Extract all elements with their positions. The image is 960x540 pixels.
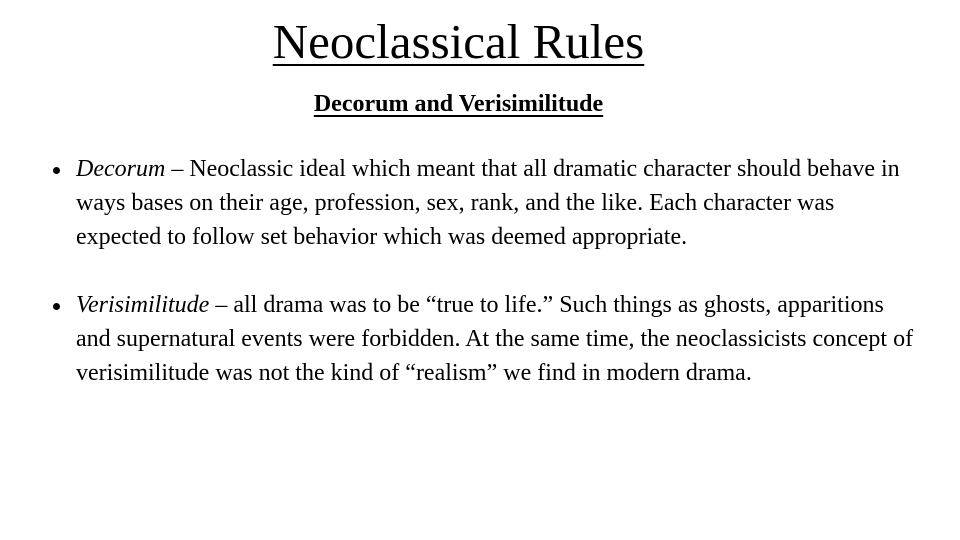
bullet-text: – Neoclassic ideal which meant that all dramatic character should behave in ways bases on their age, profession, sex, rank, and the like. Each character was expected to follow set behavior which was deemed appropriate. (76, 156, 900, 250)
bullet-dot-icon (53, 303, 60, 310)
slide-title: Neoclassical Rules (272, 14, 645, 69)
bullet-term: Decorum (76, 156, 166, 182)
slide-subtitle: Decorum and Verisimilitude (313, 91, 604, 117)
bullet-term: Verisimilitude (76, 292, 210, 318)
bullet-text: – all drama was to be “true to life.” Such things as ghosts, apparitions and supernatural events were forbidden. At the same time, the neoclassicists concept of verisimilitude was not the kind of “realism” we find in modern drama. (76, 292, 914, 386)
bullet-item-verisimilitude (50, 288, 920, 390)
bullet-dot-icon (53, 167, 60, 174)
bullet-list (50, 152, 920, 390)
bullet-item-decorum (50, 152, 920, 254)
